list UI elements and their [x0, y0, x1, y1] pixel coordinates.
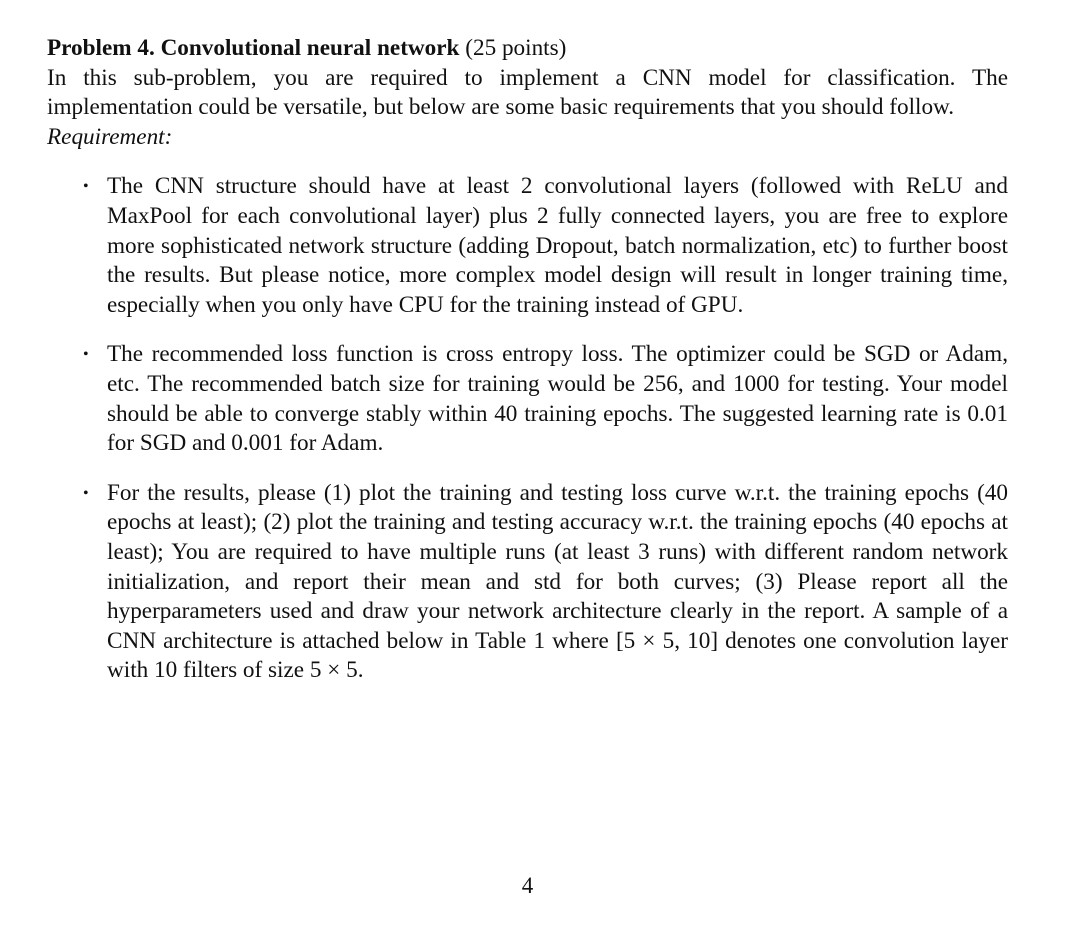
requirement-text: The recommended loss function is cross entropy loss. The optimizer could be SGD or Adam, etc. The recommended batch size for training would be 256, and 1000 for testing. Your model should be able to converge stably within 40 training epochs. The suggested learning rate is 0.01 for SGD and 0.001 for Adam. [107, 341, 1008, 457]
document-page [47, 34, 1008, 706]
problem-heading [47, 34, 1008, 64]
page-number: 4 [521, 873, 534, 898]
requirement-item [47, 479, 1008, 686]
requirement-list [47, 172, 1008, 686]
requirement-item [47, 340, 1008, 458]
bullet-icon: • [83, 346, 89, 364]
problem-points: (25 points) [465, 35, 567, 61]
requirement-item [47, 172, 1008, 320]
bullet-icon: • [83, 178, 89, 196]
intro-paragraph: In this sub-problem, you are required to implement a CNN model for classification. The implementation could be versatile, but below are some basic requirements that you should follow. [47, 64, 1008, 121]
requirement-text: The CNN structure should have at least 2 convolutional layers (followed with ReLU and MaxPool for each convolutional layer) plus 2 fully connected layers, you are free to explore more sophisticated network structure (adding Dropout, batch normalization, etc) to further boost the results. But please notice, more complex model design will result in longer training time, especially when you only have CPU for the training instead of GPU. [107, 173, 1008, 318]
bullet-icon: • [83, 484, 89, 502]
requirement-label: Requirement: [47, 123, 173, 150]
problem-title: Convolutional neural network [160, 35, 460, 61]
problem-label: Problem 4. [47, 35, 155, 61]
requirement-text: For the results, please (1) plot the training and testing loss curve w.r.t. the training epochs (40 epochs at least); (2) plot the training and testing accuracy w.r.t. the training epochs (40 epochs at least); You are required to have multiple runs (at least 3 runs) with different random network initialization, and report their mean and std for both curves; (3) Please report all the hyperparameters used and draw your network architecture clearly in the report. A sample of a CNN architecture is attached below in Table 1 where [5 × 5, 10] denotes one convolution layer with 10 filters of size 5 × 5. [107, 479, 1008, 684]
